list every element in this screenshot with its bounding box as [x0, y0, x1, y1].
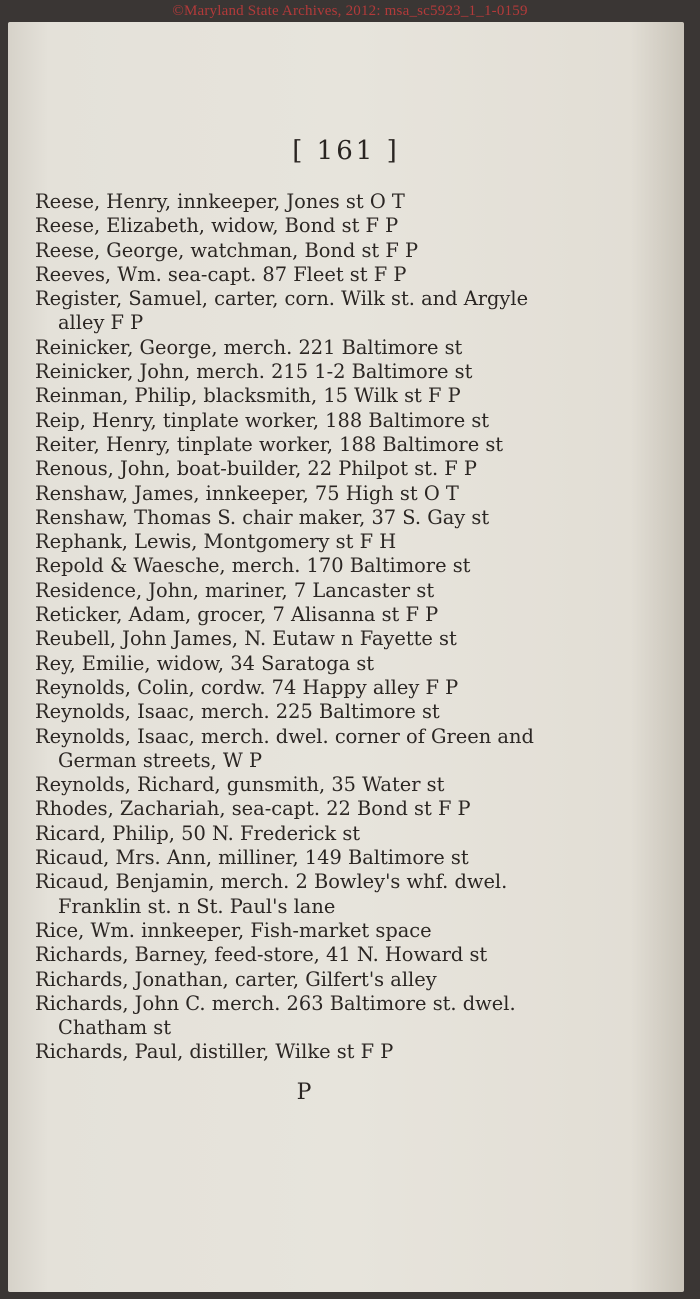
- directory-entry: Rephank, Lewis, Montgomery st F H: [35, 530, 397, 554]
- directory-entries: [35, 190, 575, 1065]
- directory-entry: Rey, Emilie, widow, 34 Saratoga st: [35, 651, 375, 675]
- directory-entry: Reese, Elizabeth, widow, Bond st F P: [35, 214, 399, 238]
- directory-entry: Reynolds, Richard, gunsmith, 35 Water st: [35, 773, 445, 797]
- directory-entry: Reese, George, watchman, Bond st F P: [35, 238, 419, 262]
- directory-entry: Rice, Wm. innkeeper, Fish-market space: [35, 918, 432, 942]
- directory-entry: Ricaud, Benjamin, merch. 2 Bowley's whf. dwel. Franklin st. n St. Paul's lane: [35, 870, 508, 918]
- directory-entry: Reticker, Adam, grocer, 7 Alisanna st F P: [35, 603, 439, 627]
- directory-entry: Richards, Barney, feed-store, 41 N. Howard st: [35, 943, 488, 967]
- directory-entry: Register, Samuel, carter, corn. Wilk st. and Argyle alley F P: [35, 287, 529, 335]
- directory-entry: Residence, John, mariner, 7 Lancaster st: [35, 578, 435, 602]
- directory-entry: Ricard, Philip, 50 N. Frederick st: [35, 821, 361, 845]
- directory-entry: Reip, Henry, tinplate worker, 188 Baltimore st: [35, 408, 490, 432]
- directory-entry: Reynolds, Isaac, merch. 225 Baltimore st: [35, 700, 440, 724]
- directory-entry: Reynolds, Isaac, merch. dwel. corner of Green and German streets, W P: [35, 724, 534, 772]
- directory-entry: Reubell, John James, N. Eutaw n Fayette st: [35, 627, 457, 651]
- directory-entry: Renshaw, Thomas S. chair maker, 37 S. Gay st: [35, 505, 490, 529]
- directory-entry: Reinman, Philip, blacksmith, 15 Wilk st F P: [35, 384, 461, 408]
- directory-entry: Richards, Paul, distiller, Wilke st F P: [35, 1040, 394, 1064]
- directory-entry: Repold & Waesche, merch. 170 Baltimore st: [35, 554, 471, 578]
- page-number: [ 161 ]: [292, 136, 400, 166]
- directory-entry: Ricaud, Mrs. Ann, milliner, 149 Baltimore st: [35, 846, 469, 870]
- directory-entry: Reiter, Henry, tinplate worker, 188 Baltimore st: [35, 432, 504, 456]
- directory-entry: Rhodes, Zachariah, sea-capt. 22 Bond st F P: [35, 797, 471, 821]
- page-footer-letter: P: [296, 1080, 312, 1105]
- directory-entry: Richards, John C. merch. 263 Baltimore st. dwel. Chatham st: [35, 991, 516, 1040]
- directory-entry: Reynolds, Colin, cordw. 74 Happy alley F P: [35, 675, 459, 699]
- directory-entry: Richards, Jonathan, carter, Gilfert's alley: [35, 967, 437, 991]
- archive-watermark: ©Maryland State Archives, 2012: msa_sc5923_1_1-0159: [172, 3, 528, 19]
- directory-entry: Reese, Henry, innkeeper, Jones st O T: [35, 190, 405, 213]
- directory-entry: Reinicker, John, merch. 215 1-2 Baltimore st: [35, 360, 473, 384]
- directory-entry: Renous, John, boat-builder, 22 Philpot st. F P: [35, 457, 477, 481]
- directory-entry: Reinicker, George, merch. 221 Baltimore st: [35, 335, 463, 359]
- directory-entry: Renshaw, James, innkeeper, 75 High st O T: [35, 481, 459, 505]
- directory-entry: Reeves, Wm. sea-capt. 87 Fleet st F P: [35, 262, 407, 286]
- book-page: [8, 22, 684, 1292]
